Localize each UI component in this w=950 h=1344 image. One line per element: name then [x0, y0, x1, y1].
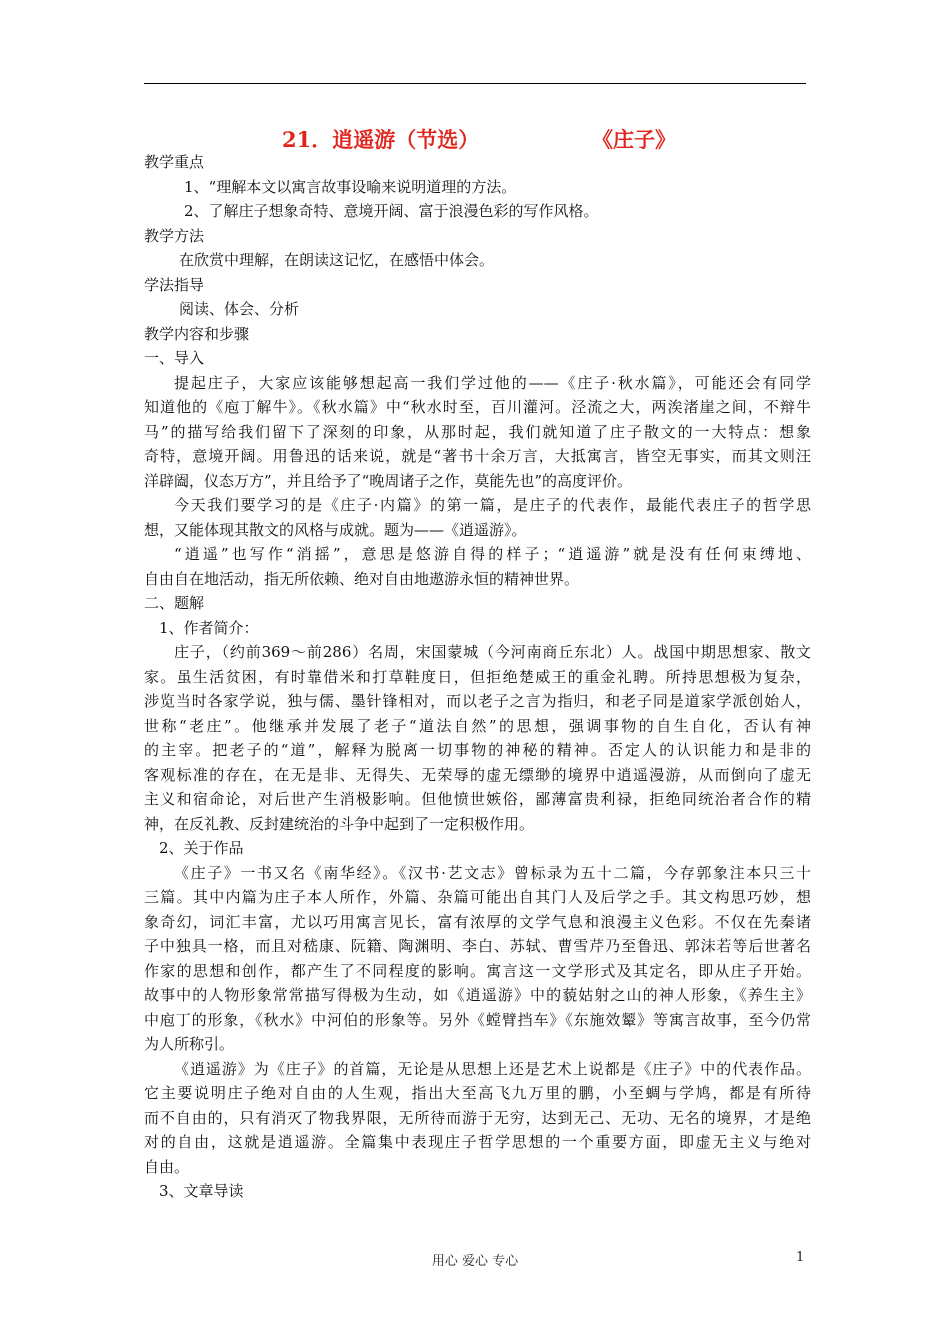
header-rule: [144, 83, 806, 84]
subsection-heading: 3、文章导读: [159, 1182, 244, 1200]
paragraph-line: 提起庄子，大家应该能够想起高一我们学过他的——《庄子·秋水篇》，可能还会有同学: [174, 373, 811, 392]
section-heading: 学法指导: [144, 275, 205, 294]
paragraph-line: 知道他的《庖丁解牛》。《秋水篇》中“秋水时至，百川灌河。泾流之大，两涘渚崖之间，不辩牛: [144, 398, 811, 416]
paragraph-line: 洋辟阖，仪态万方”，并且给予了“晚周诸子之作，莫能先也”的高度评价。: [144, 471, 633, 490]
list-item: 1、“理解本文以寓言故事设喻来说明道理的方法。: [184, 177, 517, 196]
subsection-heading: 2、关于作品: [159, 839, 244, 857]
section-heading: 一、导入: [144, 349, 205, 367]
title-main: 21．逍遥游（节选）: [282, 127, 480, 152]
paragraph-line: 《逍遥游》为《庄子》的首篇，无论是从思想上还是艺术上说都是《庄子》中的代表作品。: [174, 1059, 811, 1078]
paragraph-line: 神，在反礼教、反封建统治的斗争中起到了一定积极作用。: [144, 814, 535, 833]
section-heading: 教学内容和步骤: [144, 324, 250, 343]
paragraph-line: 想，又能体现其散文的风格与成就。题为——《逍遥游》。: [144, 520, 527, 539]
paragraph-line: 《庄子》一书又名《南华经》。《汉书·艺文志》曾标录为五十二篇，今存郭象注本只三十: [174, 863, 811, 882]
paragraph-line: 家。虽生活贫困，有时靠借米和打草鞋度日，但拒绝楚威王的重金礼聘。所持思想极为复杂，: [144, 667, 811, 686]
paragraph-line: 庄子，（约前369～前286）名周，宋国蒙城（今河南商丘东北）人。战国中期思想家、散文: [174, 643, 811, 661]
paragraph-line: 三篇。其中内篇为庄子本人所作，外篇、杂篇可能出自其门人及后学之手。其文构思巧妙，想: [144, 888, 811, 906]
paragraph-line: 主义和宿命论，对后世产生消极影响。但他愤世嫉俗，鄙薄富贵利禄，拒绝同统治者合作的精: [144, 790, 811, 808]
paragraph-line: 世称“老庄”。他继承并发展了老子“道法自然”的思想，强调事物的自生自化，否认有神: [144, 716, 811, 735]
section-heading: 教学重点: [144, 153, 205, 171]
paragraph-line: 自由。: [144, 1157, 190, 1176]
paragraph-line: 自由自在地活动，指无所依赖、绝对自由地遨游永恒的精神世界。: [144, 569, 580, 588]
paragraph-line: 作家的思想和创作，都产生了不同程度的影响。寓言这一文学形式及其定名，即从庄子开始。: [144, 961, 811, 980]
paragraph-line: 今天我们要学习的是《庄子·内篇》的第一篇，是庄子的代表作，最能代表庄子的哲学思: [174, 496, 811, 514]
paragraph-line: 故事中的人物形象常常描写得极为生动，如《逍遥游》中的藐姑射之山的神人形象，《养生主》: [144, 986, 811, 1004]
paragraph-line: 在欣赏中理解，在朗读这记忆，在感悟中体会。: [179, 251, 495, 269]
paragraph-line: 阅读、体会、分析: [179, 300, 300, 318]
paragraph-line: 客观标准的存在，在无是非、无得失、无荣辱的虚无缥缈的境界中逍遥漫游，从而倒向了虚无: [144, 765, 811, 784]
paragraph-line: 象奇幻，词汇丰富，尤以巧用寓言见长，富有浓厚的文学气息和浪漫主义色彩。不仅在先秦诸: [144, 912, 811, 931]
footer-motto: 用心 爱心 专心: [431, 1254, 519, 1269]
paragraph-line: 子中独具一格，而且对嵇康、阮籍、陶渊明、李白、苏轼、曹雪芹乃至鲁迅、郭沫若等后世著名: [144, 937, 811, 955]
subsection-heading: 1、作者简介：: [159, 618, 259, 637]
paragraph-line: 中庖丁的形象，《秋水》中河伯的形象等。另外《螳臂挡车》《东施效颦》等寓言故事，至今仍常: [144, 1010, 811, 1029]
paragraph-line: 为人所称引。: [144, 1035, 235, 1053]
list-item: 2、了解庄子想象奇特、意境开阔、富于浪漫色彩的写作风格。: [184, 202, 599, 220]
section-heading: 二、题解: [144, 594, 205, 612]
page-number: 1: [796, 1250, 805, 1265]
paragraph-line: 涉览当时各家学说，独与儒、墨针锋相对，而以老子之言为指归，和老子同是道家学派创始人，: [144, 692, 811, 710]
paragraph-line: 马”的描写给我们留下了深刻的印象，从那时起，我们就知道了庄子散文的一大特点：想象: [144, 422, 811, 441]
paragraph-line: 而不自由的，只有消灭了物我界限，无所待而游于无穷，达到无己、无功、无名的境界，才是绝: [144, 1108, 811, 1127]
document-body: [144, 150, 811, 1204]
paragraph-line: 奇特，意境开阔。用鲁迅的话来说，就是“著书十余万言，大抵寓言，皆空无事实，而其文则汪: [144, 447, 811, 465]
paragraph-line: “逍遥”也写作“消摇”，意思是悠游自得的样子；“逍遥游”就是没有任何束缚地、: [174, 545, 811, 563]
paragraph-line: 的主宰。把老子的“道”，解释为脱离一切事物的神秘的精神。否定人的认识能力和是非的: [144, 741, 811, 759]
paragraph-line: 对的自由，这就是逍遥游。全篇集中表现庄子哲学思想的一个重要方面，即虚无主义与绝对: [144, 1133, 811, 1151]
section-heading: 教学方法: [144, 226, 205, 245]
paragraph-line: 它主要说明庄子绝对自由的人生观，指出大至高飞九万里的鹏，小至蜩与学鸠，都是有所待: [144, 1084, 811, 1102]
title-source: 《庄子》: [592, 127, 676, 152]
